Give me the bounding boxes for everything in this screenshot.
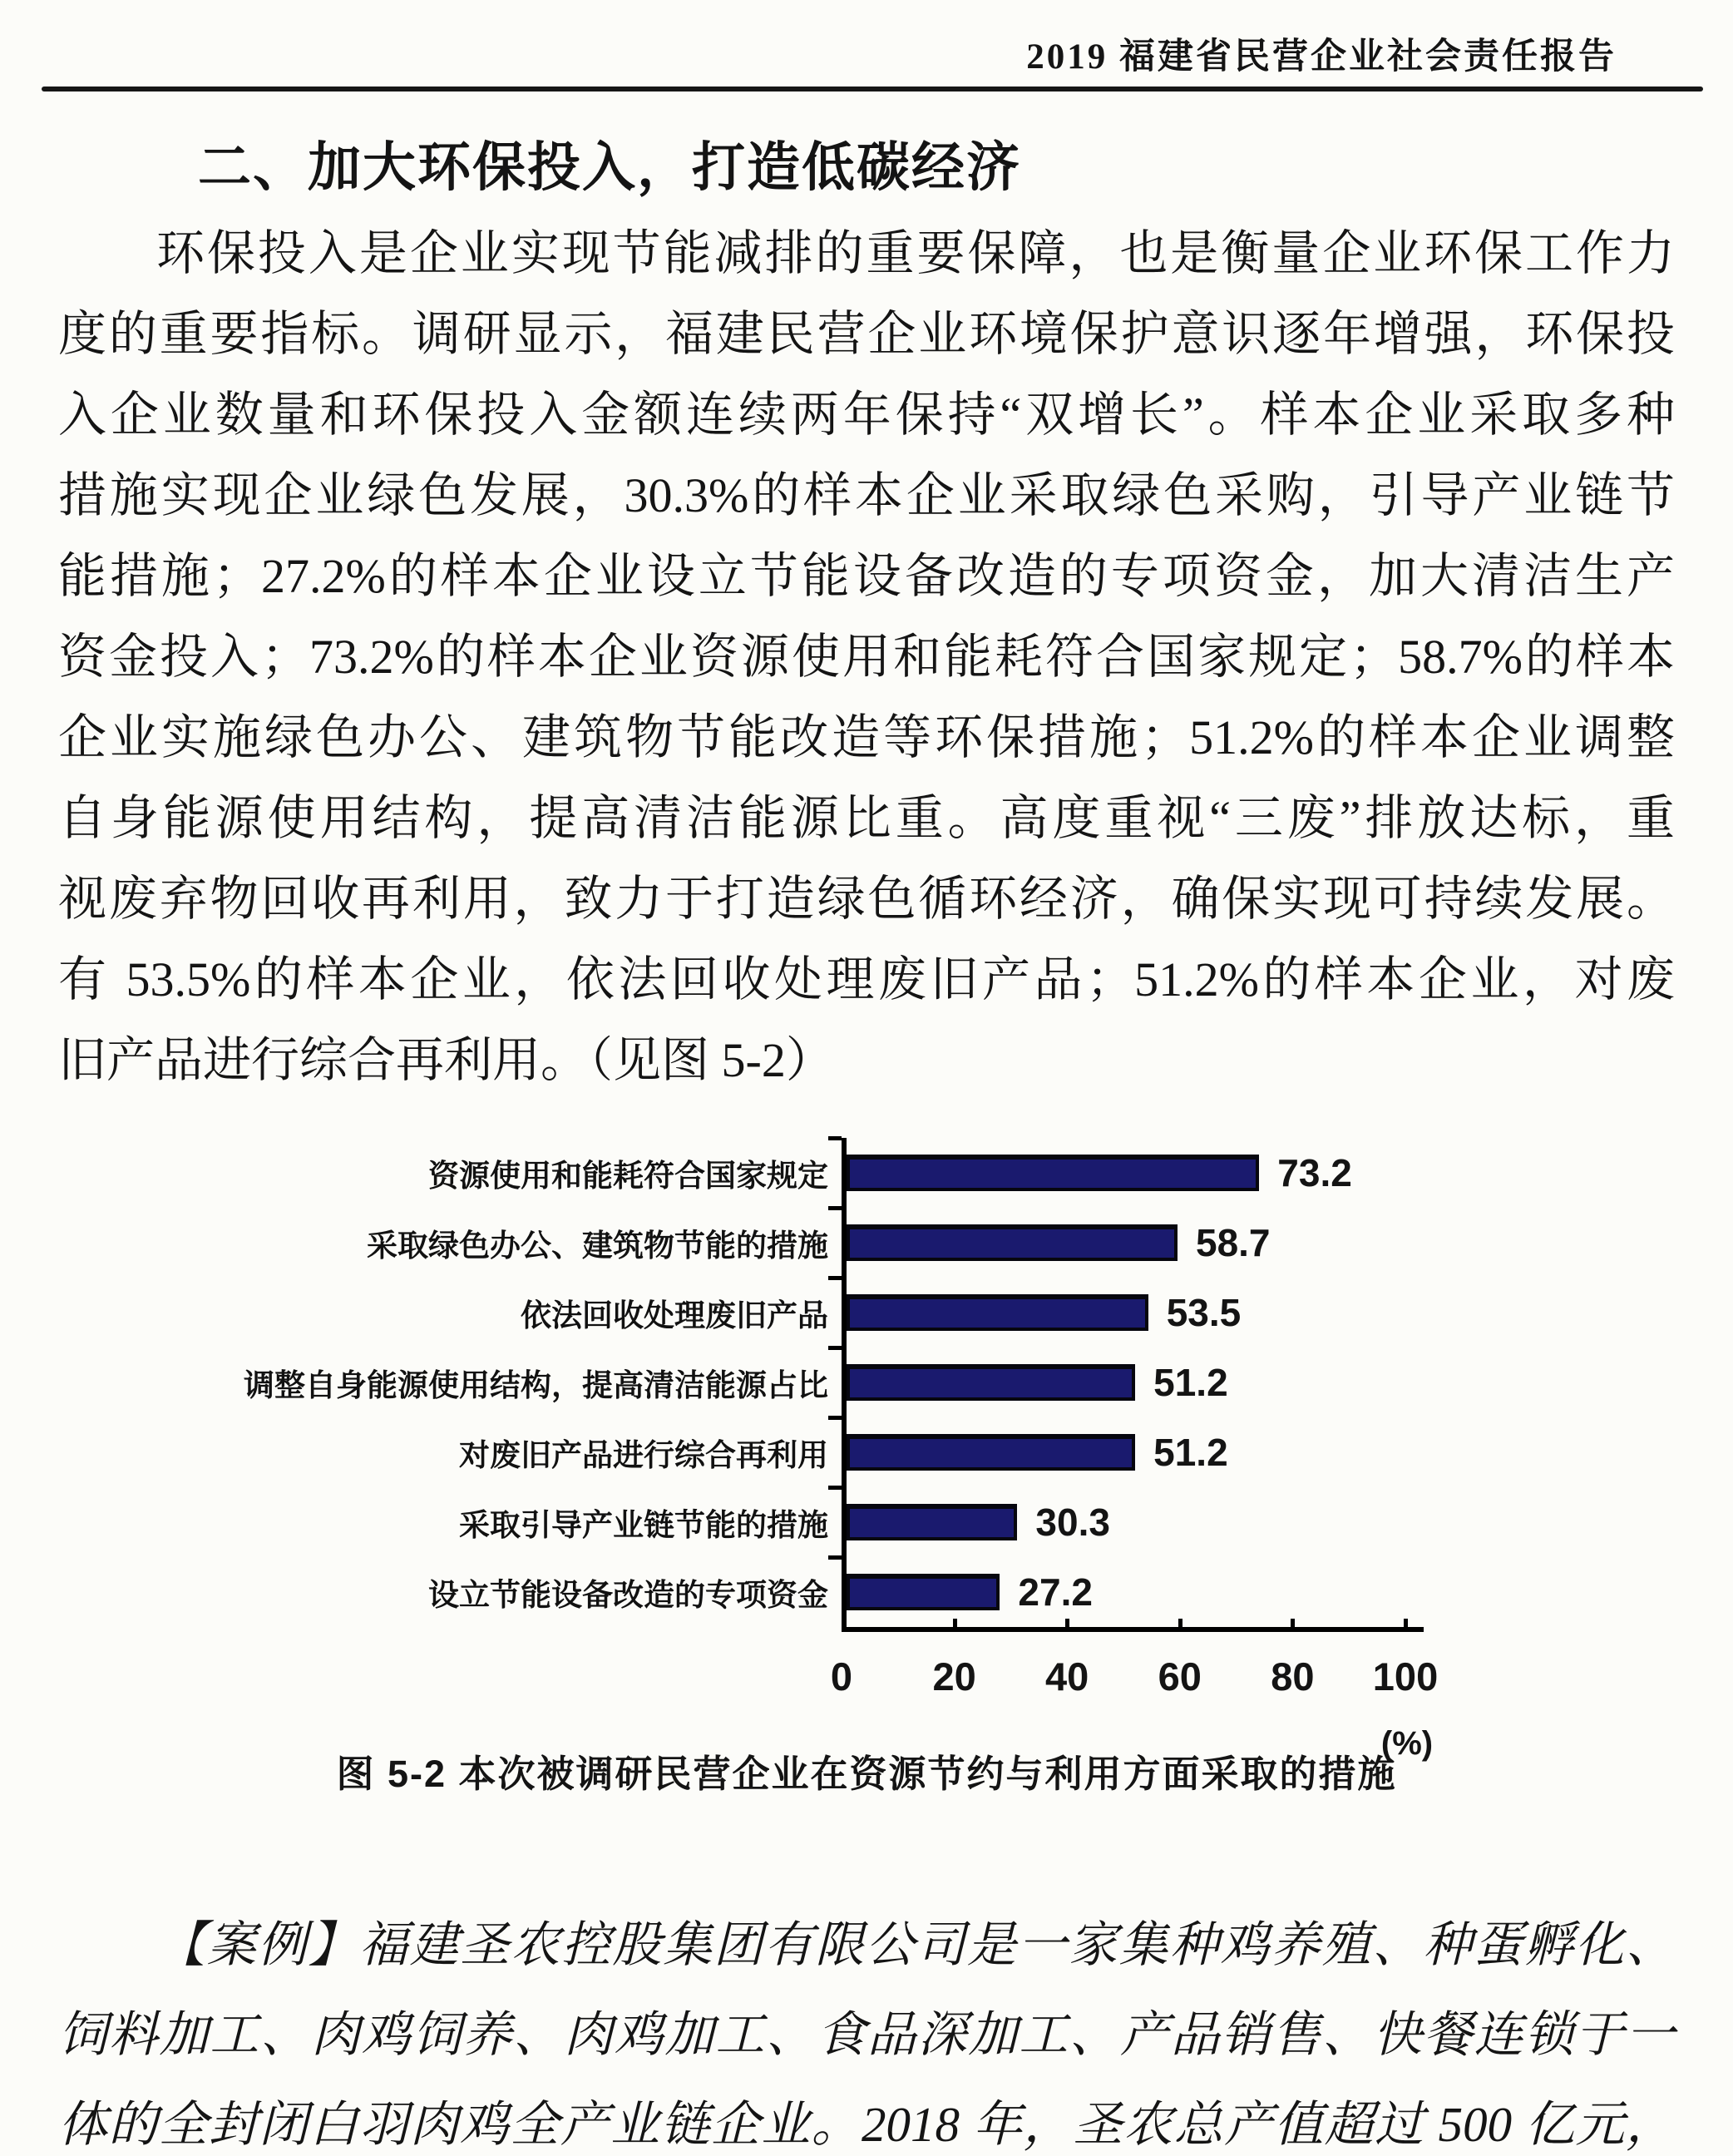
- x-axis: [830, 1627, 1439, 1762]
- chart-value-label: 53.5: [1166, 1291, 1242, 1334]
- body-line: 资金投入；73.2%的样本企业资源使用和能耗符合国家规定；58.7%的样本: [58, 630, 1675, 684]
- figure-caption: 图 5-2 本次被调研民营企业在资源节约与利用方面采取的措施: [336, 1753, 1397, 1795]
- x-axis-tick-label: 100: [1372, 1654, 1439, 1699]
- horizontal-bar-chart: [58, 1138, 1675, 1762]
- case-paragraph: [58, 1900, 1675, 2156]
- chart-category-label: 采取绿色办公、建筑物节能的措施: [367, 1229, 828, 1263]
- y-axis-tick: [828, 1416, 842, 1420]
- chart-bar: [847, 1294, 1148, 1331]
- x-axis-tick-label: 0: [830, 1654, 853, 1699]
- chart-row: [58, 1348, 1675, 1417]
- case-line: 【案例】福建圣农控股集团有限公司是一家集种鸡养殖、种蛋孵化、: [156, 1917, 1675, 1972]
- y-axis-tick: [828, 1136, 842, 1140]
- chart-row: [58, 1487, 1675, 1557]
- chart-bar: [847, 1224, 1178, 1261]
- chart-value-label: 58.7: [1195, 1221, 1271, 1264]
- chart-row: [58, 1278, 1675, 1348]
- body-line: 视废弃物回收再利用，致力于打造绿色循环经济，确保实现可持续发展。: [58, 872, 1675, 926]
- body-line: 能措施；27.2%的样本企业设立节能设备改造的专项资金，加大清洁生产: [58, 549, 1675, 603]
- chart-bar: [847, 1574, 1000, 1610]
- chart-category-label: 采取引导产业链节能的措施: [459, 1508, 828, 1542]
- y-axis-tick: [828, 1346, 842, 1350]
- chart-plot-cell: [842, 1278, 1595, 1348]
- x-axis-tick: [1404, 1619, 1408, 1632]
- chart-value-label: 51.2: [1153, 1431, 1228, 1474]
- body-line: 措施实现企业绿色发展，30.3%的样本企业采取绿色采购，引导产业链节: [58, 468, 1675, 522]
- chart-value-label: 30.3: [1035, 1501, 1110, 1544]
- chart-bar: [847, 1364, 1135, 1401]
- chart-plot-cell: [842, 1417, 1595, 1487]
- chart-category-label: 资源使用和能耗符合国家规定: [428, 1159, 828, 1193]
- chart-plot-cell: [842, 1208, 1595, 1278]
- chart-value-label: 73.2: [1277, 1151, 1352, 1194]
- section-heading: 二、加大环保投入，打造低碳经济: [198, 137, 1021, 197]
- body-line: 旧产品进行综合再利用。（见图 5-2）: [58, 1033, 834, 1087]
- case-line: 饲料加工、肉鸡饲养、肉鸡加工、食品深加工、产品销售、快餐连锁于一: [58, 2007, 1675, 2062]
- x-axis-tick-label: 20: [932, 1654, 976, 1699]
- chart-row: [58, 1417, 1675, 1487]
- body-paragraph: [58, 213, 1675, 1100]
- x-axis-tick: [1291, 1619, 1295, 1632]
- y-axis-tick: [828, 1555, 842, 1560]
- chart-value-label: 27.2: [1018, 1570, 1093, 1614]
- body-line: 度的重要指标。调研显示，福建民营企业环境保护意识逐年增强，环保投: [58, 307, 1675, 361]
- chart-bar: [847, 1504, 1017, 1540]
- chart-bar: [847, 1155, 1259, 1191]
- body-line: 企业实施绿色办公、建筑物节能改造等环保措施；51.2%的样本企业调整: [58, 710, 1675, 764]
- x-axis-tick-label: 40: [1045, 1654, 1089, 1699]
- chart-value-label: 51.2: [1153, 1361, 1228, 1404]
- case-line: 体的全封闭白羽肉鸡全产业链企业。2018 年，圣农总产值超过 500 亿元，: [58, 2097, 1675, 2152]
- y-axis-tick: [828, 1276, 842, 1280]
- x-axis-tick-label: 60: [1158, 1654, 1202, 1699]
- header-divider-rule: [42, 87, 1703, 91]
- chart-plot-cell: [842, 1557, 1595, 1627]
- x-axis-tick: [1178, 1619, 1182, 1632]
- body-line: 自身能源使用结构，提高清洁能源比重。高度重视“三废”排放达标，重: [58, 791, 1675, 845]
- chart-category-label: 设立节能设备改造的专项资金: [428, 1578, 828, 1612]
- x-axis-tick: [1065, 1619, 1069, 1632]
- chart-category-label: 调整自身能源使用结构，提高清洁能源占比: [244, 1368, 828, 1402]
- chart-row: [58, 1208, 1675, 1278]
- chart-row: [58, 1557, 1675, 1627]
- chart-plot-area: [58, 1138, 1675, 1627]
- x-axis-tick-label: 80: [1271, 1654, 1315, 1699]
- percent-unit-label: (%): [1380, 1725, 1434, 1762]
- chart-category-label: 对废旧产品进行综合再利用: [459, 1438, 828, 1472]
- body-line: 入企业数量和环保投入金额连续两年保持“双增长”。样本企业采取多种: [58, 388, 1675, 442]
- chart-plot-cell: [842, 1487, 1595, 1557]
- chart-bar: [847, 1434, 1135, 1471]
- x-axis-tick: [953, 1619, 957, 1632]
- page-header-title: 2019 福建省民营企业社会责任报告: [1026, 37, 1617, 77]
- body-line: 环保投入是企业实现节能减排的重要保障，也是衡量企业环保工作力: [156, 226, 1675, 280]
- chart-plot-cell: [842, 1138, 1595, 1208]
- body-line: 有 53.5%的样本企业，依法回收处理废旧产品；51.2%的样本企业，对废: [58, 952, 1675, 1006]
- chart-row: [58, 1138, 1675, 1208]
- chart-plot-cell: [842, 1348, 1595, 1417]
- y-axis-tick: [828, 1486, 842, 1490]
- y-axis-tick: [828, 1206, 842, 1210]
- chart-category-label: 依法回收处理废旧产品: [521, 1298, 828, 1333]
